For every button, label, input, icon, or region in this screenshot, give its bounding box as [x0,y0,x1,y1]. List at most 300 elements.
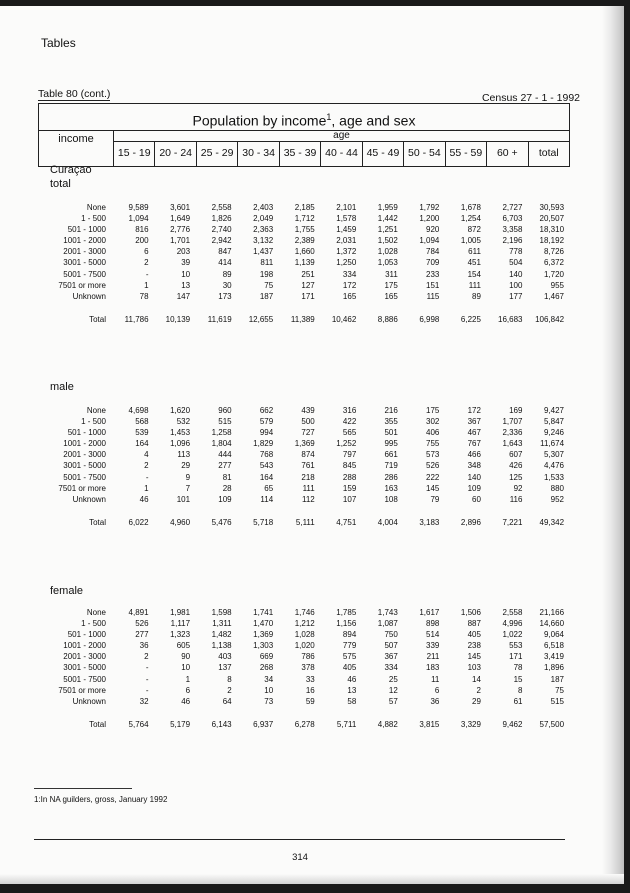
cell-value: 34 [264,674,274,684]
cell-value: 211 [426,652,440,662]
cell-value: 10 [181,269,191,279]
cell-value: 784 [426,247,440,257]
col-header: 55 - 59 [446,141,487,166]
cell-value: 607 [509,450,523,460]
cell-value: 165 [384,291,398,301]
cell-value: 405 [467,630,481,640]
cell-value: 116 [509,494,523,504]
cell-value: 28 [222,483,232,493]
section-female [38,607,570,730]
cell-value: 755 [426,439,440,449]
table-row [38,224,570,235]
cell-value: 18,192 [539,236,565,246]
cell-value: 6 [434,685,440,695]
cell-value: 4,891 [128,608,149,617]
cell-value: 78 [513,663,523,673]
cell-value: 268 [259,663,274,673]
cell-value: 767 [467,439,481,449]
section-title-line: total [50,178,71,190]
cell-value: 13 [347,685,357,695]
cell-value: 277 [218,461,232,471]
cell-value: 995 [384,439,398,449]
cell-value: 2,336 [502,428,523,438]
section-title-female: female [50,585,84,597]
cell-value: 514 [426,630,440,640]
cell-value: 127 [301,280,315,290]
cell-value: 1,620 [170,406,191,415]
table-row [38,607,570,618]
cell-value: 58 [347,696,357,706]
row-label: 1 - 500 [81,417,106,427]
cell-value: 1,094 [128,214,149,224]
cell-value: 6,937 [253,719,274,729]
cell-value: 171 [301,291,315,301]
cell-value: 10 [181,663,191,673]
cell-value: 4,882 [377,719,398,729]
cell-value: 6,703 [502,214,523,224]
cell-value: 1,258 [211,428,232,438]
cell-value: 64 [222,696,232,706]
cell-value: 444 [218,450,232,460]
cell-value: 165 [342,291,357,301]
cell-value: 553 [509,641,523,651]
cell-value: 1,829 [253,439,274,449]
table-row [38,651,570,662]
income-column-header: income [39,130,114,166]
row-label: 2001 - 3000 [63,450,106,460]
cell-value: 874 [301,450,315,460]
cell-value: 145 [467,652,481,662]
cell-value: 187 [550,674,565,684]
cell-value: 101 [176,494,191,504]
cell-value: 2,389 [294,236,315,246]
cell-value: 90 [181,652,191,662]
cell-value: 1,252 [336,439,357,449]
cell-value: 61 [513,696,523,706]
cell-value: 750 [384,630,398,640]
cell-value: 3,419 [543,652,565,662]
cell-value: 422 [342,417,357,427]
cell-value: 6 [185,685,191,695]
cell-value: 920 [426,225,440,235]
cell-value: 140 [467,472,481,482]
cell-value: 2 [476,685,481,695]
row-label: Unknown [72,291,106,301]
cell-value: 994 [259,428,274,438]
cell-value: 172 [342,280,357,290]
cell-value: 12 [388,685,398,695]
cell-value: 3,815 [419,719,440,729]
table-row [38,449,570,460]
cell-value: 30 [222,280,232,290]
cell-value: 2,196 [502,236,523,246]
cell-value: 768 [259,450,274,460]
cell-value: 575 [342,652,357,662]
table-label: Table 80 (cont.) [38,88,111,100]
cell-value: 1,712 [294,214,315,224]
cell-value: 1,087 [377,619,398,629]
cell-value: 311 [385,269,398,279]
cell-value: 65 [264,483,274,493]
table-title-suffix: , age and sex [331,112,416,129]
table-row [38,629,570,640]
cell-value: 4,004 [377,517,398,527]
table-header [38,103,570,167]
cell-value: 406 [426,428,440,438]
cell-value: 1,533 [543,472,565,482]
cell-value: 1,096 [170,439,191,449]
cell-value: 57 [388,696,398,706]
cell-value: 59 [305,696,315,706]
cell-value: 2,740 [211,225,232,235]
cell-value: 1,369 [253,630,274,640]
cell-value: - [145,663,149,673]
table-title-text: Population by income [192,112,327,129]
cell-value: 1,369 [294,439,315,449]
cell-value: 1,660 [294,247,315,257]
cell-value: 114 [260,494,274,504]
section-title-curacao-total [50,163,92,191]
total-row [38,517,570,528]
cell-value: 1,117 [170,619,191,629]
cell-value: 145 [426,483,440,493]
cell-value: 1,459 [336,225,357,235]
footer-rule [34,839,565,840]
row-label: 5001 - 7500 [63,674,106,684]
cell-value: 4,476 [543,461,565,471]
cell-value: 6,278 [294,719,315,729]
cell-value: 233 [426,269,440,279]
table-row [38,483,570,494]
cell-value: 500 [301,417,315,427]
cell-value: 2 [144,652,149,662]
page-edge-shadow [602,6,624,884]
row-label: 7501 or more [58,685,106,695]
cell-value: 1,138 [211,641,232,651]
cell-value: 89 [472,291,481,301]
cell-value: 177 [509,291,523,301]
cell-value: 8,726 [543,247,565,257]
cell-value: 1,678 [460,203,481,212]
cell-value: 5,307 [543,450,565,460]
footnote-marker: 1 [326,112,332,122]
cell-value: 1,467 [543,291,565,301]
cell-value: 21,166 [539,608,565,617]
cell-value: 847 [218,247,232,257]
cell-value: 662 [259,406,274,415]
table-row [38,472,570,483]
cell-value: 5,847 [543,417,565,427]
cell-value: 175 [384,280,398,290]
cell-value: 1,028 [377,247,398,257]
cell-value: 78 [139,291,149,301]
cell-value: - [145,674,149,684]
cell-value: 797 [342,450,357,460]
cell-value: 8 [518,685,523,695]
cell-value: 171 [509,652,523,662]
cell-value: - [145,472,149,482]
cell-value: 46 [347,674,357,684]
cell-value: 1,701 [170,236,191,246]
cell-value: 60 [472,494,481,504]
cell-value: 2 [144,461,149,471]
cell-value: 172 [467,406,481,415]
cell-value: 1,453 [170,428,191,438]
cell-value: 1,617 [419,608,440,617]
cell-value: 9,589 [128,203,149,212]
table-row [38,246,570,257]
census-date: Census 27 - 1 - 1992 [481,92,580,104]
cell-value: 872 [467,225,481,235]
cell-value: 2 [144,258,149,268]
cell-value: 2,942 [211,236,232,246]
cell-value: 1,094 [419,236,440,246]
cell-value: 216 [384,406,398,415]
cell-value: 960 [218,406,232,415]
cell-value: 532 [176,417,191,427]
cell-value: 5,179 [170,719,191,729]
age-columns [114,141,569,166]
cell-value: 1,028 [294,630,315,640]
col-header: 45 - 49 [363,141,404,166]
cell-value: 11,786 [124,314,149,324]
row-label: None [86,406,106,415]
cell-value: 1,707 [502,417,523,427]
cell-value: 2,896 [460,517,481,527]
cell-value: 6,372 [543,258,565,268]
cell-value: 109 [467,483,481,493]
table-row [38,213,570,224]
cell-value: 507 [384,641,398,651]
cell-value: 355 [384,417,398,427]
cell-value: 451 [467,258,481,268]
cell-value: 1,200 [419,214,440,224]
cell-value: 515 [218,417,232,427]
cell-value: 2,403 [253,203,274,212]
cell-value: 13 [181,280,191,290]
cell-value: 32 [139,696,149,706]
cell-value: 952 [550,494,565,504]
row-label: 3001 - 5000 [63,461,106,471]
cell-value: 1,053 [377,258,398,268]
cell-value: 1,022 [502,630,523,640]
table-row [38,674,570,685]
cell-value: 339 [426,641,440,651]
cell-value: 5,711 [336,719,357,729]
cell-value: 46 [181,696,191,706]
cell-value: 1,741 [253,608,274,617]
cell-value: 1,020 [294,641,315,651]
cell-value: 2,558 [502,608,523,617]
cell-value: 334 [342,269,357,279]
cell-value: 12,655 [248,314,274,324]
cell-value: 1 [185,674,191,684]
total-row [38,719,570,730]
cell-value: 75 [264,280,274,290]
cell-value: 16 [305,685,315,695]
cell-value: 73 [264,696,274,706]
col-header: 20 - 24 [155,141,196,166]
row-label: 501 - 1000 [67,225,106,235]
cell-value: 92 [513,483,523,493]
cell-value: 79 [430,494,440,504]
cell-value: 5,111 [295,517,315,527]
cell-value: 163 [384,483,398,493]
row-label: Unknown [72,494,106,504]
cell-value: 1,506 [460,608,481,617]
cell-value: 9,462 [502,719,523,729]
cell-value: 3,329 [460,719,481,729]
cell-value: 2,031 [336,236,357,246]
scanned-page [0,6,624,884]
cell-value: 183 [426,663,440,673]
cell-value: 526 [135,619,149,629]
cell-value: 1 [144,483,149,493]
cell-value: 115 [426,291,440,301]
cell-value: 15 [513,674,523,684]
cell-value: 7,221 [502,517,523,527]
cell-value: 159 [342,483,357,493]
cell-value: 103 [467,663,481,673]
cell-value: 786 [301,652,315,662]
cell-value: 125 [509,472,523,482]
cell-value: 5,764 [128,719,149,729]
cell-value: 238 [467,641,481,651]
table-row [38,662,570,673]
cell-value: 9 [185,472,191,482]
cell-value: 414 [218,258,232,268]
cell-value: 565 [342,428,357,438]
cell-value: 405 [342,663,357,673]
cell-value: 1,981 [170,608,191,617]
table-row [38,202,570,213]
cell-value: 1,251 [377,225,398,235]
cell-value: 1,250 [336,258,357,268]
cell-value: 466 [467,450,481,460]
cell-value: 46 [139,494,149,504]
cell-value: 111 [468,280,481,290]
cell-value: 1,139 [294,258,315,268]
row-label: 5001 - 7500 [63,269,106,279]
cell-value: 2,101 [336,203,357,212]
section-title-male: male [50,381,74,393]
cell-value: 106,842 [535,314,565,324]
cell-value: 568 [135,417,149,427]
cell-value: 169 [509,406,523,415]
table-row [38,405,570,416]
page-edge-shadow-bottom [0,874,624,884]
cell-value: 111 [302,483,315,493]
cell-value: 140 [509,269,523,279]
cell-value: 1,254 [460,214,481,224]
cell-value: 288 [342,472,357,482]
row-label: 5001 - 7500 [63,472,106,482]
row-label: Total [89,314,106,324]
cell-value: 661 [384,450,398,460]
cell-value: 10 [264,685,274,695]
cell-value: 719 [384,461,398,471]
cell-value: 1,323 [170,630,191,640]
cell-value: 2,776 [170,225,191,235]
cell-value: 4,751 [336,517,357,527]
cell-value: 334 [384,663,398,673]
cell-value: 9,064 [543,630,565,640]
table-row [38,696,570,707]
col-header: 15 - 19 [114,141,155,166]
row-label: 3001 - 5000 [63,663,106,673]
cell-value: 1,720 [543,269,565,279]
cell-value: 1,746 [294,608,315,617]
table-row [38,416,570,427]
cell-value: 669 [259,652,274,662]
cell-value: 6,518 [543,641,565,651]
section-male [38,405,570,528]
cell-value: 30,593 [539,203,565,212]
table-row [38,685,570,696]
cell-value: 29 [181,461,191,471]
cell-value: 1,442 [377,214,398,224]
cell-value: 11,389 [290,314,315,324]
cell-value: 439 [301,406,315,415]
cell-value: 100 [509,280,523,290]
cell-value: 33 [305,674,315,684]
cell-value: 3,183 [419,517,440,527]
cell-value: 1,896 [543,663,565,673]
cell-value: 108 [384,494,398,504]
cell-value: 467 [467,428,481,438]
cell-value: - [145,269,149,279]
col-header: 60 + [487,141,528,166]
cell-value: 1,470 [253,619,274,629]
cell-value: 378 [301,663,315,673]
col-header: 35 - 39 [280,141,321,166]
col-header: 30 - 34 [238,141,279,166]
col-header: 25 - 29 [197,141,238,166]
cell-value: 286 [384,472,398,482]
cell-value: 6,022 [128,517,149,527]
cell-value: 811 [260,258,274,268]
age-group-header: age [114,130,569,142]
row-label: Total [89,719,106,729]
cell-value: 1,959 [377,203,398,212]
row-label: None [86,608,106,617]
cell-value: 2,727 [502,203,523,212]
row-label: 7501 or more [58,483,106,493]
cell-value: 426 [509,461,523,471]
cell-value: 203 [176,247,191,257]
cell-value: 1,482 [211,630,232,640]
section-title-line: Curaçao [50,164,92,176]
row-label: 7501 or more [58,280,106,290]
table-row [38,257,570,268]
cell-value: 894 [342,630,357,640]
col-header: total [538,147,559,159]
row-label: 1 - 500 [81,214,106,224]
cell-value: 1,303 [253,641,274,651]
cell-value: 18,310 [539,225,565,235]
cell-value: 1,578 [336,214,357,224]
cell-value: 2,363 [253,225,274,235]
cell-value: 10,139 [165,314,191,324]
row-label: 3001 - 5000 [63,258,106,268]
cell-value: 9,246 [543,428,565,438]
cell-value: 57,500 [539,719,565,729]
footnote-rule [34,788,132,789]
cell-value: 543 [259,461,274,471]
cell-value: 1,156 [336,619,357,629]
cell-value: 1,743 [377,608,398,617]
cell-value: 5,476 [211,517,232,527]
